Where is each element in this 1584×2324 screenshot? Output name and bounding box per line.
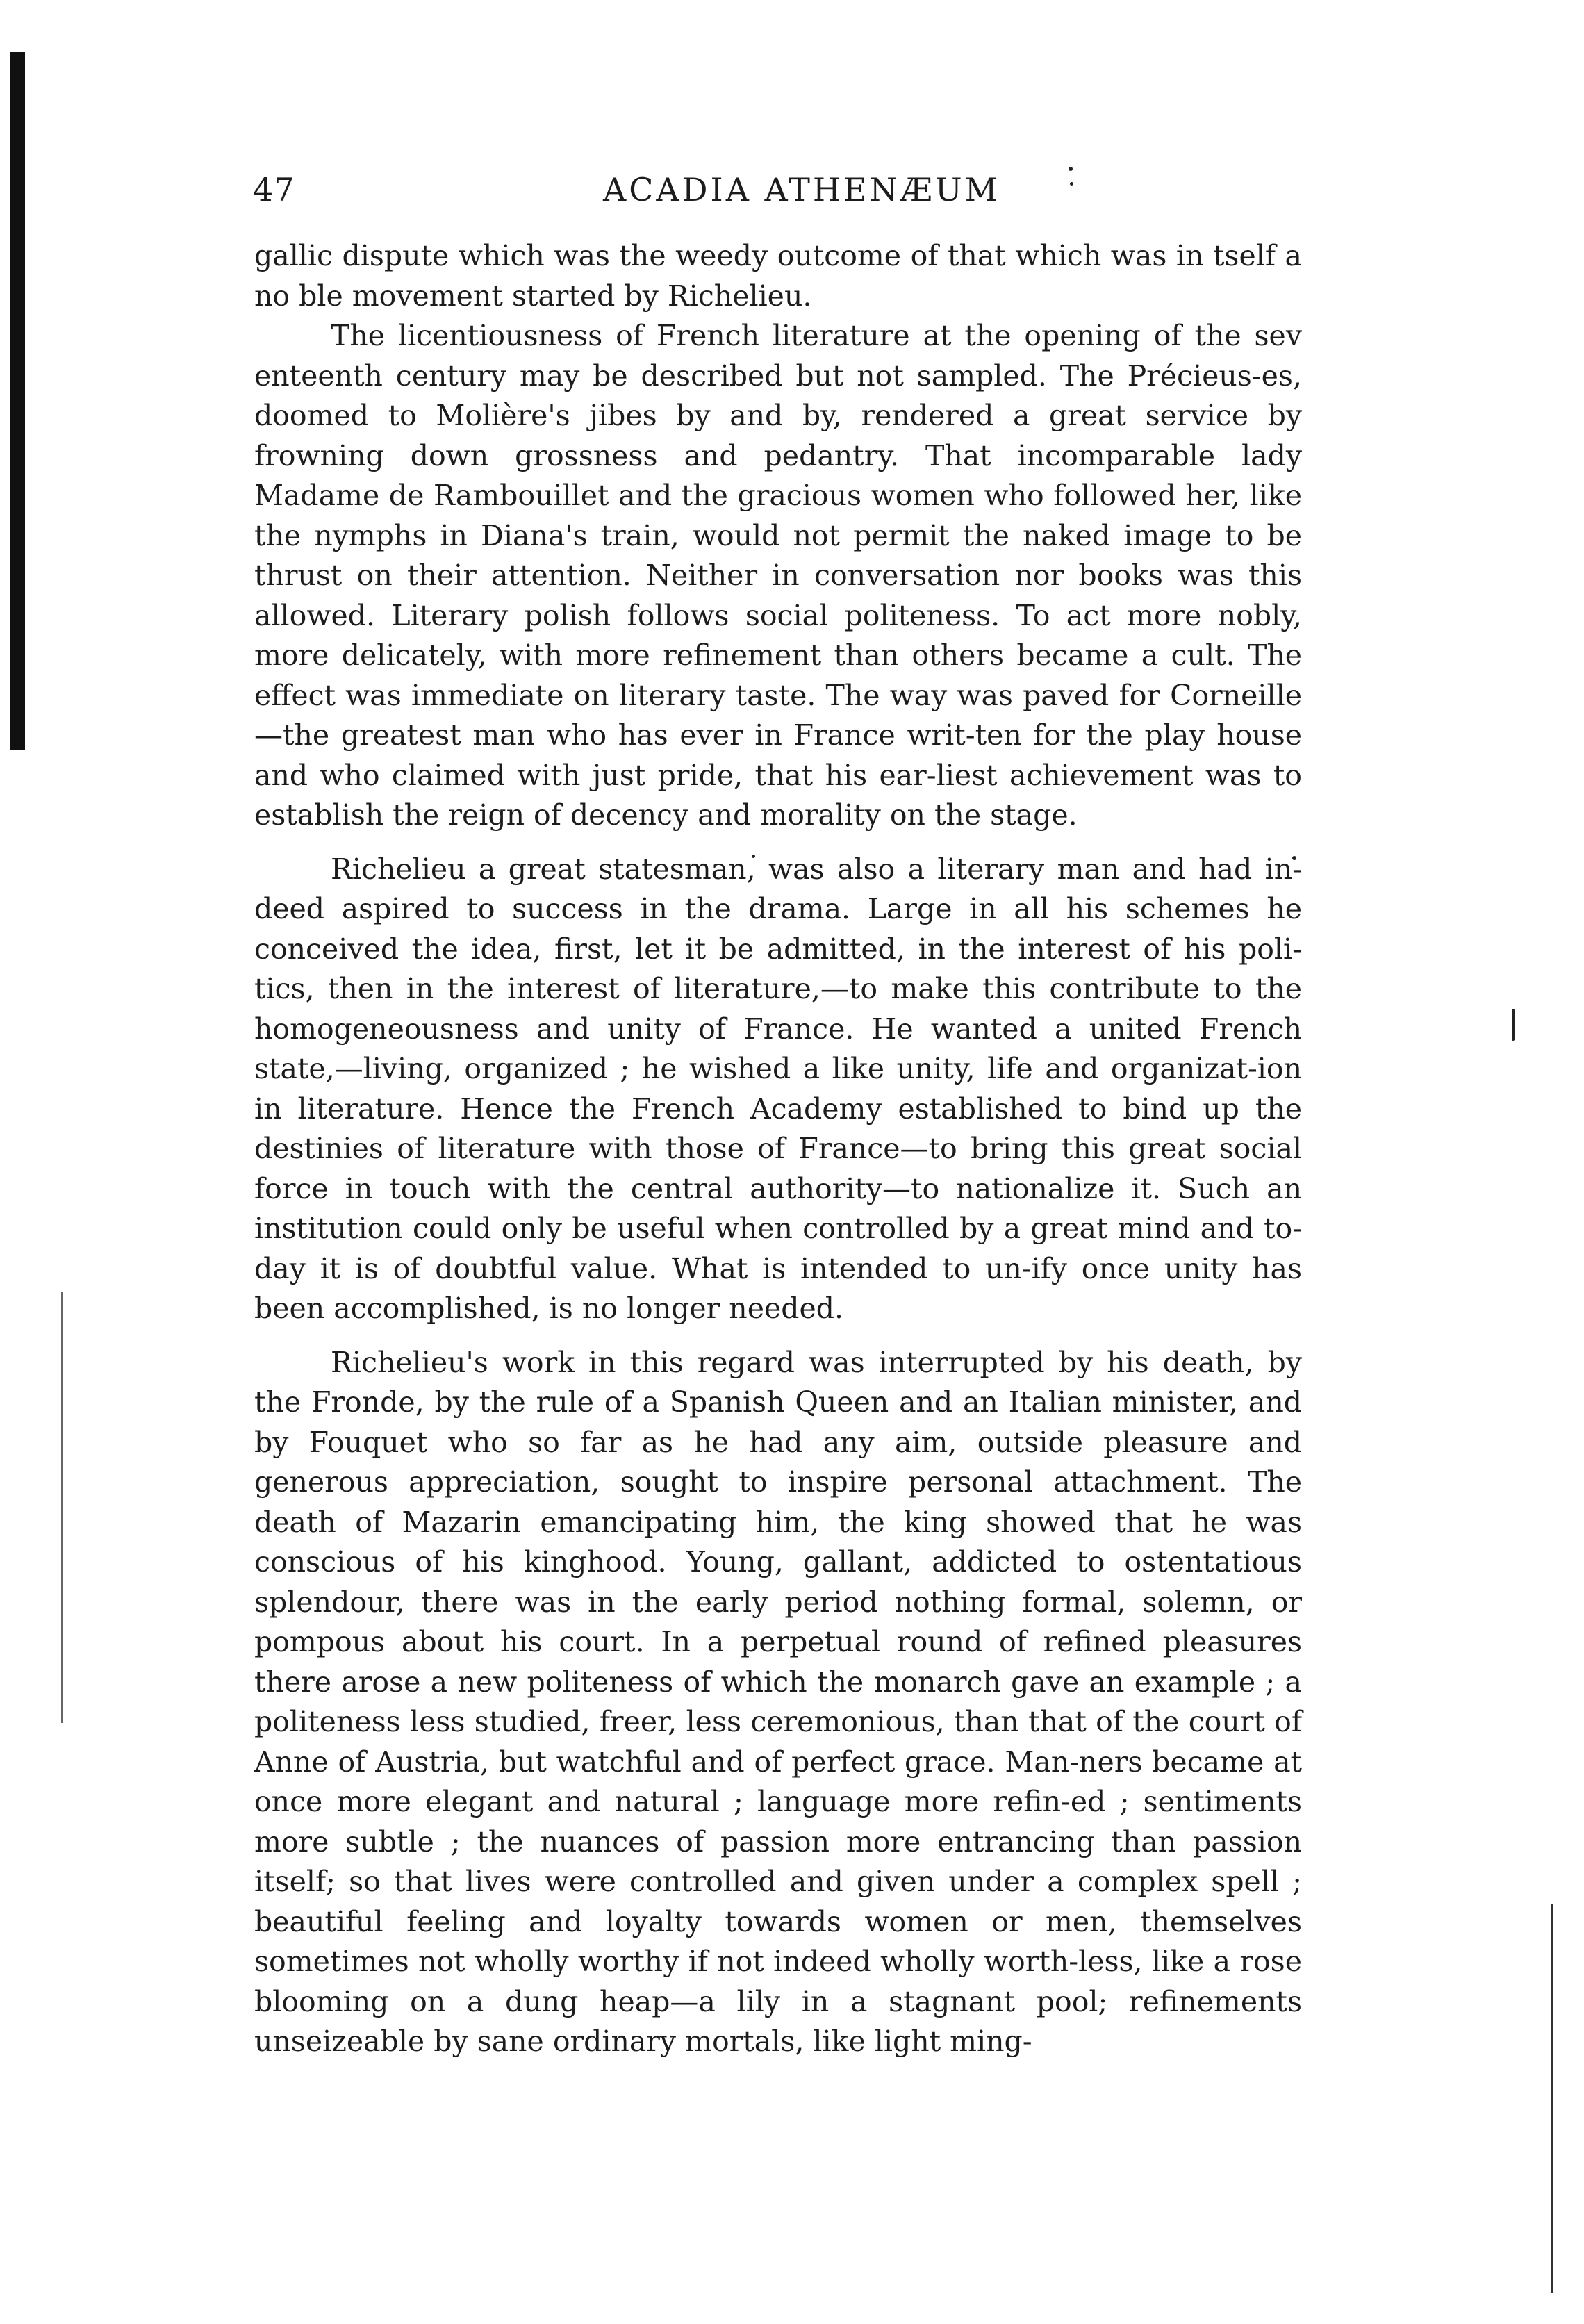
running-head-title: ACADIA ATHENÆUM: [603, 171, 1000, 208]
scan-margin-line-right: [1551, 1904, 1553, 2293]
scan-speck: [1070, 182, 1073, 186]
paragraph: gallic dispute which was the weedy outcome of that which was in tself a no ble movement started by Richelieu.: [254, 239, 1302, 313]
page-number: 47: [253, 171, 295, 208]
scan-margin-line: [61, 1292, 63, 1723]
paragraph: Richelieu a great statesman, was also a literary man and had in-deed aspired to success in the drama. Large in all his schemes he conceived the idea, first, let it be admitted, in the interest of his poli-tics, then in the interest of literature,—to make this contribute to the homogeneousness and unity of France. He wanted a united French state,—living, organized ; he wished a like unity, life and organizat-ion in literature. Hence the French Academy established to bind up the destinies of literature with those of France—to bring this great social force in touch with the central authority—to nationalize it. Such an institution could only be useful when controlled by a great mind and to-day it is of doubtful value. What is intended to un-ify once unity has been accomplished, is no longer needed.: [254, 852, 1302, 1325]
scan-margin-shadow: [10, 52, 25, 750]
paragraph: The licentiousness of French literature at the opening of the sev enteenth century may be described but not sampled. The Précieus-es, doomed to Molière's jibes by and by, rendered a great service by frowning down grossness and pedantry. That incomparable lady Madame de Rambouillet and the gracious women who followed her, like the nymphs in Diana's train, would not permit the naked image to be thrust on their attention. Neither in conversation nor books was this allowed. Literary polish follows social politeness. To act more nobly, more delicately, with more refinement than others became a cult. The effect was immediate on literary taste. The way was paved for Corneille—the greatest man who has ever in France writ-ten for the play house and who claimed with just pride, that his ear-liest achievement was to establish the reign of decency and morality on the stage.: [254, 319, 1302, 832]
scan-speck: [1069, 167, 1073, 171]
article-body: [254, 236, 1302, 2062]
scan-speck: [1512, 1009, 1515, 1041]
paragraph: Richelieu's work in this regard was interrupted by his death, by the Fronde, by the rule of a Spanish Queen and an Italian minister, and by Fouquet who so far as he had any aim, outside pleasure and generous appreciation, sought to inspire personal attachment. The death of Mazarin emancipating him, the king showed that he was conscious of his kinghood. Young, gallant, addicted to ostentatious splendour, there was in the early period nothing formal, solemn, or pompous about his court. In a perpetual round of refined pleasures there arose a new politeness of which the monarch gave an example ; a politeness less studied, freer, less ceremonious, than that of the court of Anne of Austria, but watchful and of perfect grace. Man-ners became at once more elegant and natural ; language more refin-ed ; sentiments more subtle ; the nuances of passion more entrancing than passion itself; so that lives were controlled and given under a complex spell ; beautiful feeling and loyalty towards women or men, themselves sometimes not wholly worthy if not indeed wholly worth-less, like a rose blooming on a dung heap—a lily in a stagnant pool; refinements unseizeable by sane ordinary mortals, like light ming-: [254, 1345, 1302, 2058]
